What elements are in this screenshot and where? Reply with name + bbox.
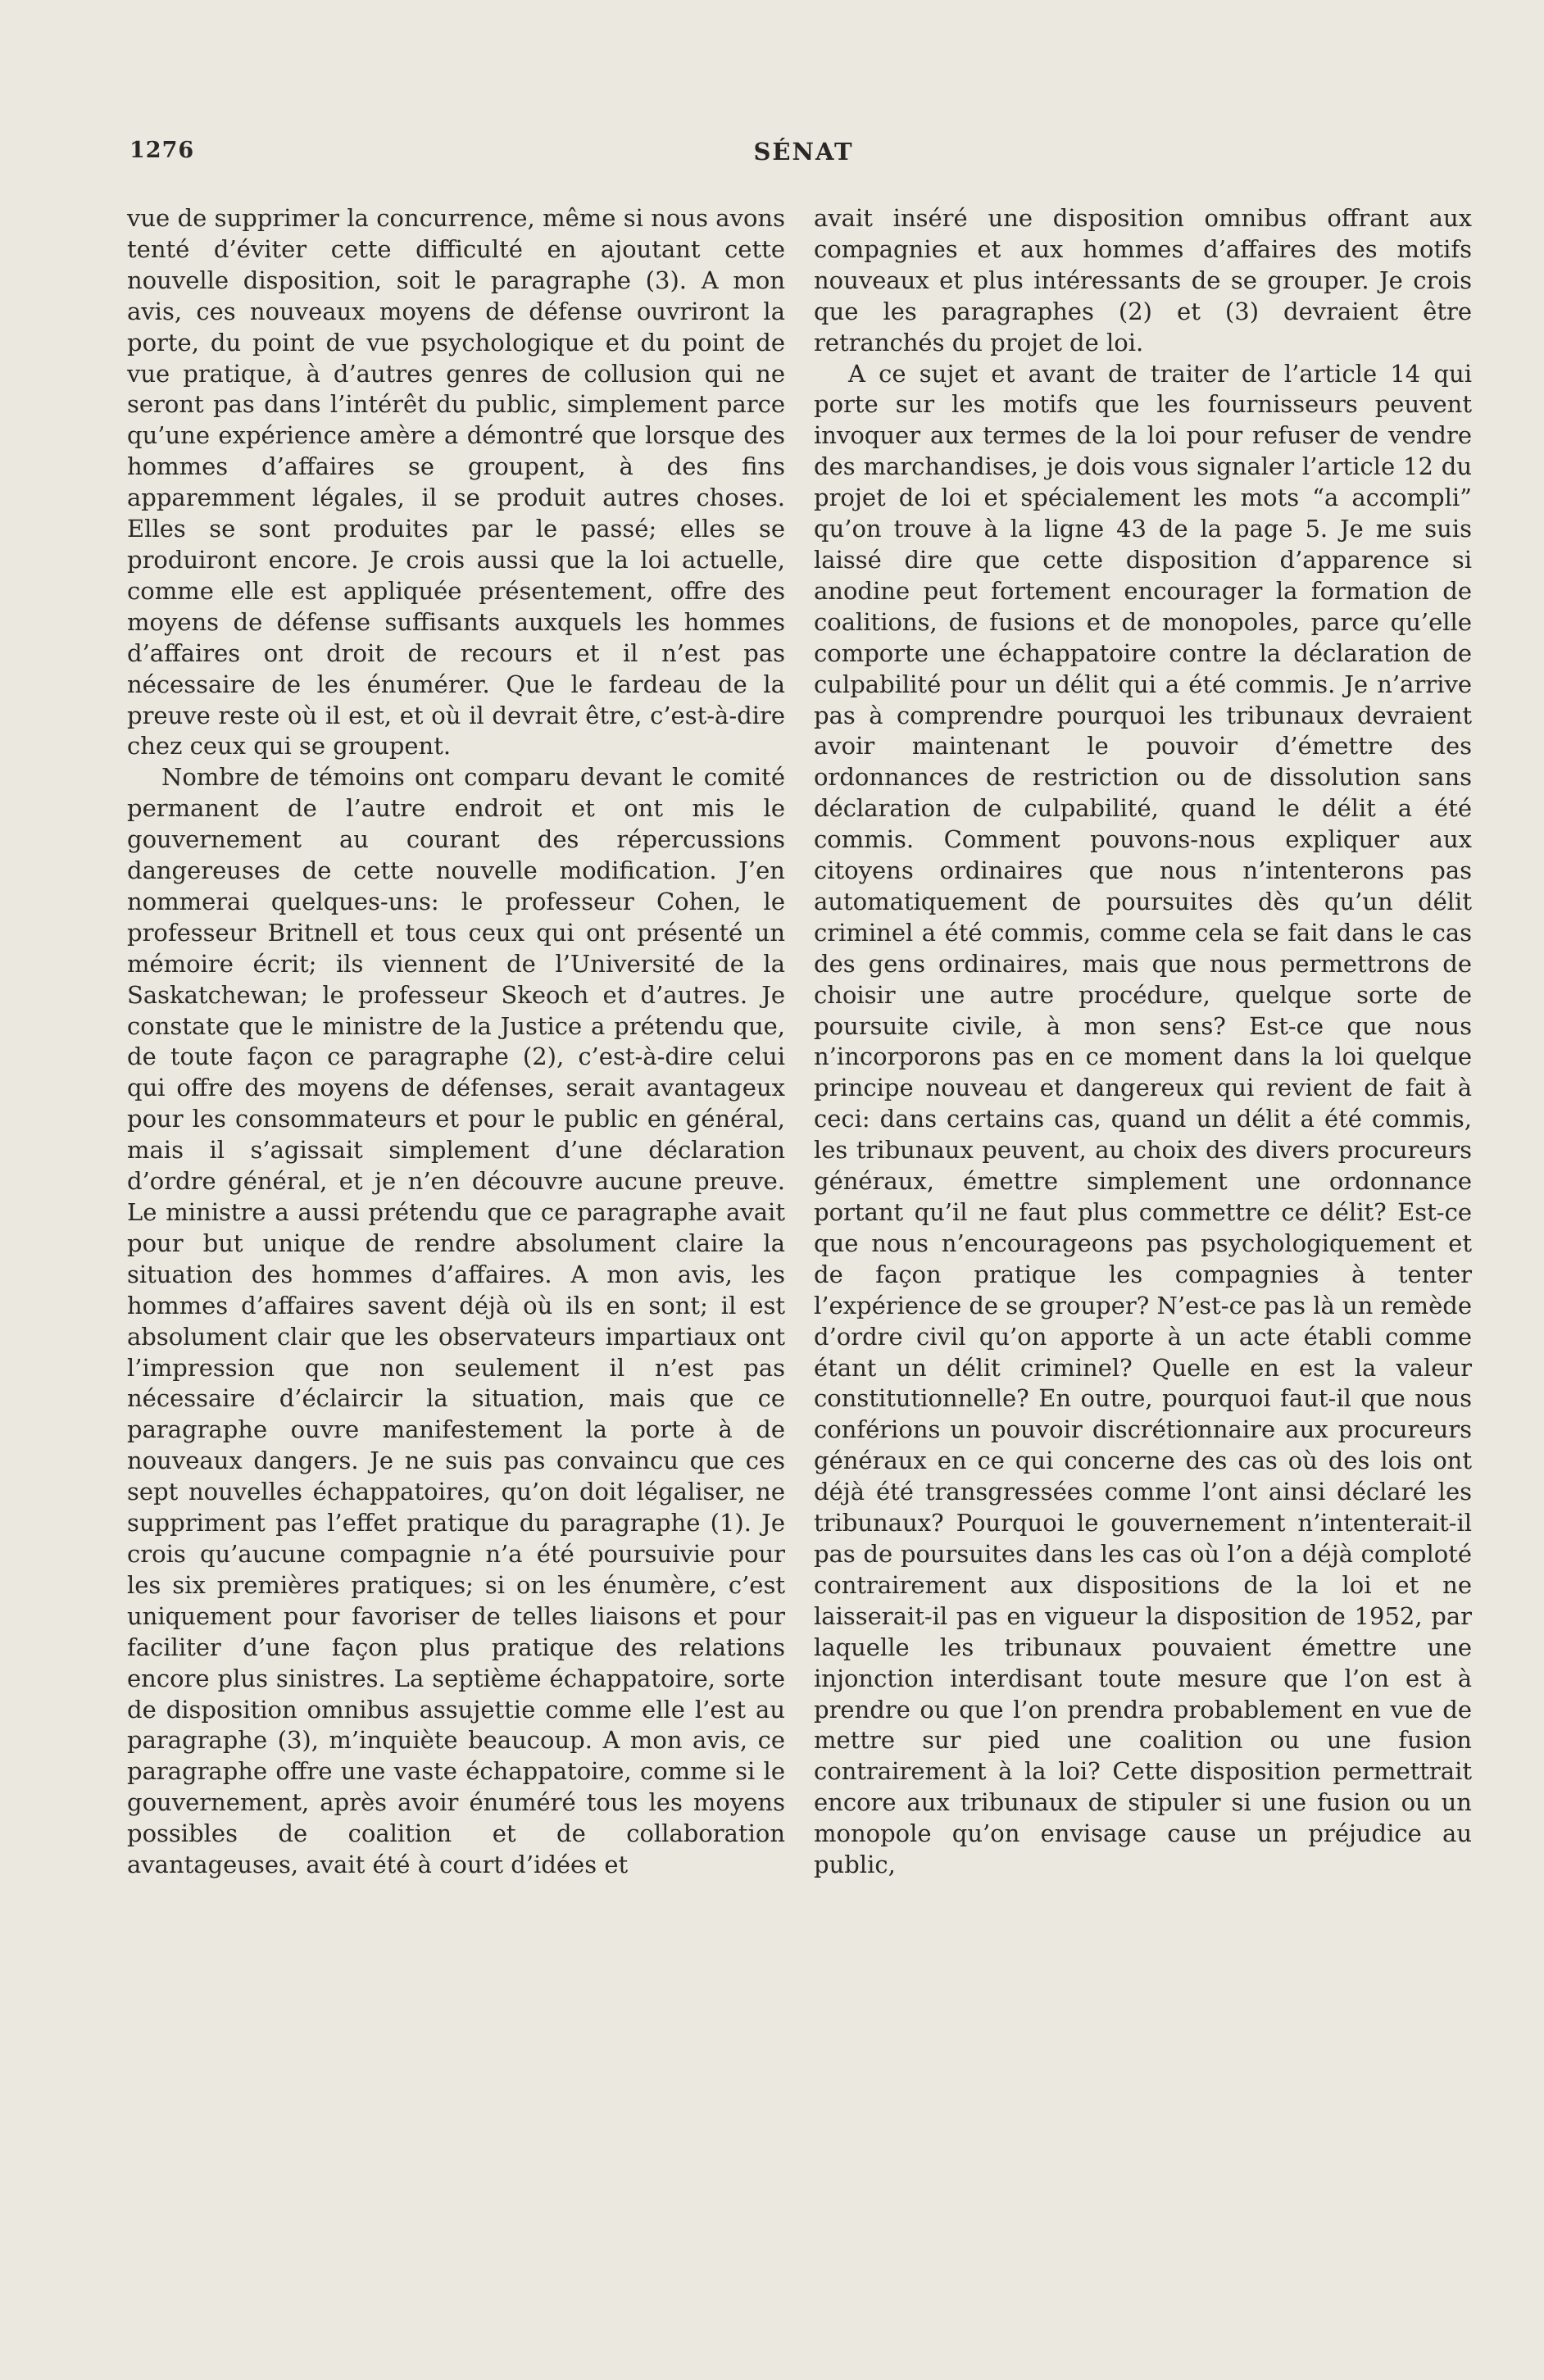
paragraph: Nombre de témoins ont comparu devant le comité permanent de l’autre endroit et ont mis le gouvernement au courant des répercussions dangereuses de cette nouvelle modification. J’en nommerai quelques-uns: le professeur Cohen, le professeur Britnell et tous ceux qui ont présenté un mémoire écrit; ils viennent de l’Université de la Saskatchewan; le professeur Skeoch et d’autres. Je constate que le ministre de la Justice a prétendu que, de toute façon ce paragraphe (2), c’est-à-dire celui qui offre des moyens de défenses, serait avantageux pour les consommateurs et pour le public en général, mais il s’agissait simplement d’une déclaration d’ordre général, et je n’en découvre aucune preuve. Le ministre a aussi prétendu que ce paragraphe avait pour but unique de rendre absolument claire la situation des hommes d’affaires. A mon avis, les hommes d’affaires savent déjà où ils en sont; il est absolument clair que les observateurs impartiaux ont l’impression que non seulement il n’est pas nécessaire d’éclaircir la situation, mais que ce paragraphe ouvre manifestement la porte à de nouveaux dangers. Je ne suis pas convaincu que ces sept nouvelles échappatoires, qu’on doit légaliser, ne suppriment pas l’effet pratique du paragraphe (1). Je crois qu’aucune compagnie n’a été poursuivie pour les six premières pratiques; si on les énumère, c’est uniquement pour favoriser de telles liaisons et pour faciliter d’une façon plus pratique des relations encore plus sinistres. La septième échappatoire, sorte de disposition omnibus assujettie comme elle l’est au paragraphe (3), m’inquiète beaucoup. A mon avis, ce paragraphe offre une vaste échappatoire, comme si le gouvernement, après avoir énuméré tous les moyens possibles de coalition et de collaboration avantageuses, avait été à court d’idées et	[127, 763, 785, 1879]
paragraph: avait inséré une disposition omnibus offrant aux compagnies et aux hommes d’affaires des motifs nouveaux et plus intéressants de se grouper. Je crois que les paragraphes (2) et (3) devraient être retranchés du projet de loi.	[814, 204, 1472, 357]
paragraph: vue de supprimer la concurrence, même si nous avons tenté d’éviter cette difficulté en ajoutant cette nouvelle disposition, soit le paragraphe (3). A mon avis, ces nouveaux moyens de défense ouvriront la porte, du point de vue psychologique et du point de vue pratique, à d’autres genres de collusion qui ne seront pas dans l’intérêt du public, simplement parce qu’une expérience amère a démontré que lorsque des hommes d’affaires se groupent, à des fins apparemment légales, il se produit autres choses. Elles se sont produites par le passé; elles se produiront encore. Je crois aussi que la loi actuelle, comme elle est appliquée présentement, offre des moyens de défense suffisants auxquels les hommes d’affaires ont droit de recours et il n’est pas nécessaire de les énumérer. Que le fardeau de la preuve reste où il est, et où il devrait être, c’est-à-dire chez ceux qui se groupent.	[127, 204, 785, 761]
left-column	[127, 203, 785, 1881]
page-number: 1276	[129, 138, 195, 163]
paragraph: A ce sujet et avant de traiter de l’article 14 qui porte sur les motifs que les fournisseurs peuvent invoquer aux termes de la loi pour refuser de vendre des marchandises, je dois vous signaler l’article 12 du projet de loi et spécialement les mots “a accompli” qu’on trouve à la ligne 43 de la page 5. Je me suis laissé dire que cette disposition d’apparence si anodine peut fortement encourager la formation de coalitions, de fusions et de monopoles, parce qu’elle comporte une échappatoire contre la déclaration de culpabilité pour un délit qui a été commis. Je n’arrive pas à comprendre pourquoi les tribunaux devraient avoir maintenant le pouvoir d’émettre des ordonnances de restriction ou de dissolution sans déclaration de culpabilité, quand le délit a été commis. Comment pouvons-nous expliquer aux citoyens ordinaires que nous n’intenterons pas automatiquement de poursuites dès qu’un délit criminel a été commis, comme cela se fait dans le cas des gens ordinaires, mais que nous permettrons de choisir une autre procédure, quelque sorte de poursuite civile, à mon sens? Est-ce que nous n’incorporons pas en ce moment dans la loi quelque principe nouveau et dangereux qui revient de fait à ceci: dans certains cas, quand un délit a été commis, les tribunaux peuvent, au choix des divers procureurs généraux, émettre simplement une ordonnance portant qu’il ne faut plus commettre ce délit? Est-ce que nous n’encourageons pas psychologiquement et de façon pratique les compagnies à tenter l’expérience de se grouper? N’est-ce pas là un remède d’ordre civil qu’on apporte à un acte établi comme étant un délit criminel? Quelle en est la valeur constitutionnelle? En outre, pourquoi faut-il que nous conférions un pouvoir discrétionnaire aux procureurs généraux en ce qui concerne des cas où des lois ont déjà été transgressées comme l’ont ainsi déclaré les tribunaux? Pourquoi le gouvernement n’intenterait-il pas de poursuites dans les cas où l’on a déjà comploté contrairement aux dispositions de la loi et ne laisserait-il pas en vigueur la disposition de 1952, par laquelle les tribunaux pouvaient émettre une injonction interdisant toute mesure que l’on est à prendre ou que l’on prendra probablement en vue de mettre sur pied une coalition ou une fusion contrairement à la loi? Cette disposition permettrait encore aux tribunaux de stipuler si une fusion ou un monopole qu’on envisage cause un préjudice au public,	[814, 359, 1472, 1879]
page-header	[129, 138, 1478, 170]
right-column	[814, 203, 1472, 1881]
running-head: SÉNAT	[753, 138, 854, 166]
